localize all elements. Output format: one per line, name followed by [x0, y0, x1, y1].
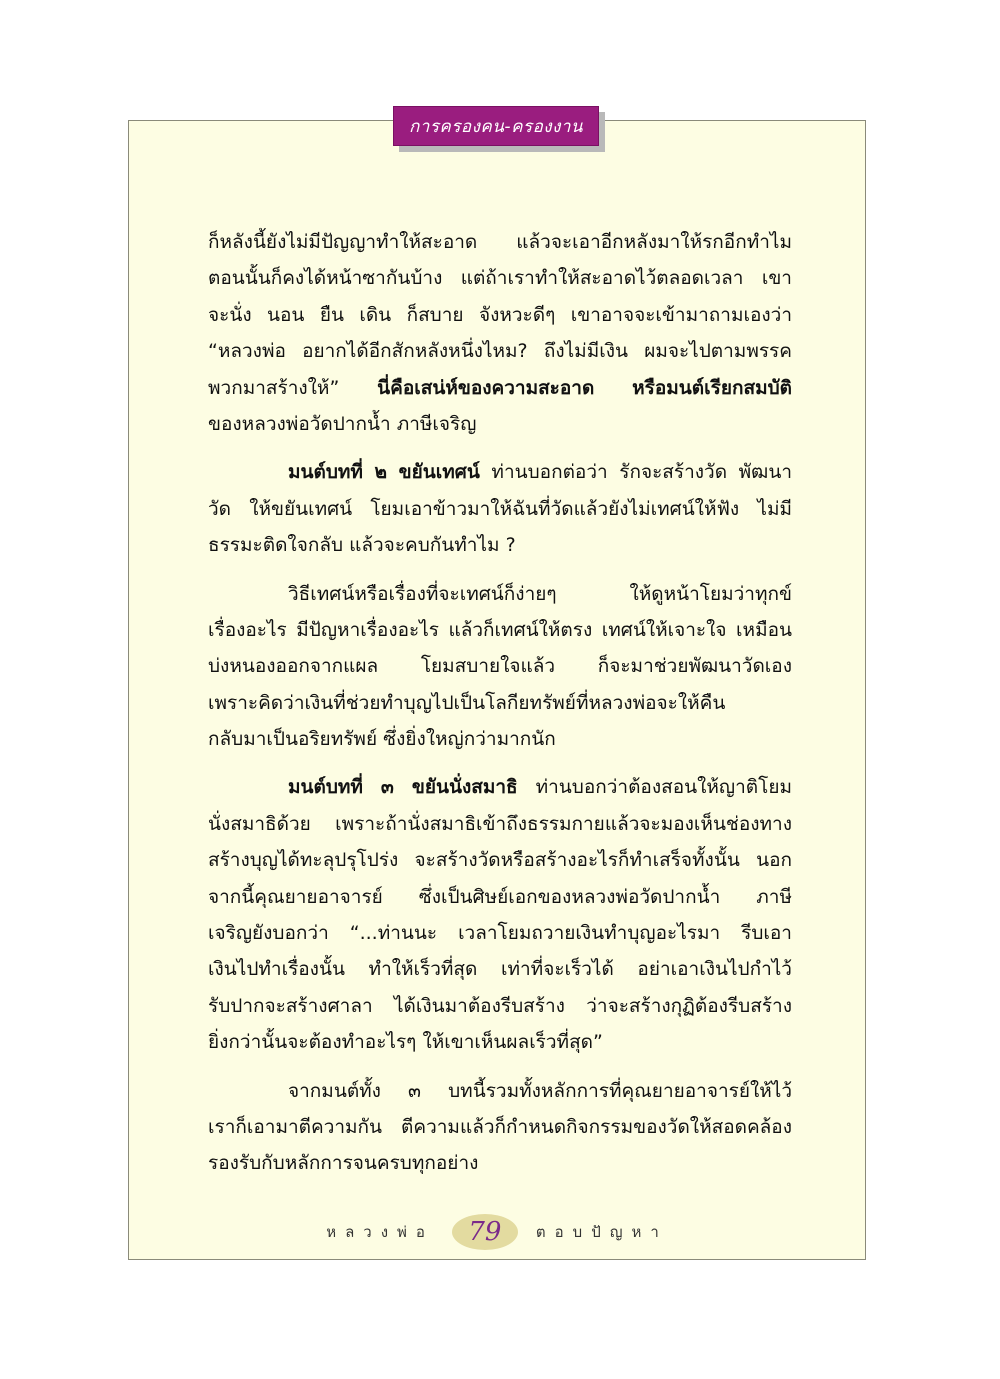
text-line	[208, 491, 792, 527]
text-line	[208, 576, 792, 612]
text-line	[208, 1145, 792, 1181]
word: ไม่มี	[757, 497, 792, 520]
text-line	[208, 685, 792, 721]
word: โยมเอาข้าวมาให้ฉันที่วัดแล้วยังไม่เทศน์ให้ฟัง	[370, 497, 740, 520]
word: วิธีเทศน์หรือเรื่องที่จะเทศน์ก็ง่ายๆ	[288, 582, 557, 605]
word: ให้ขยันเทศน์	[249, 497, 353, 520]
bold-text: ขยันนั่งสมาธิ	[411, 776, 518, 799]
word: ก็หลังนี้ยังไม่มีปัญญาทำให้สะอาด	[208, 231, 478, 253]
word: อยากได้อีกสักหลังหนึ่งไหม?	[302, 340, 528, 363]
word: ก็สบาย	[406, 303, 464, 326]
text-line	[208, 769, 792, 805]
text-line	[208, 648, 792, 684]
text-line	[208, 370, 792, 406]
word: ตอนนั้นก็คงได้หน้าซากันบ้าง	[208, 267, 443, 290]
text-line	[208, 612, 792, 648]
word: ยิ่งกว่านั้นจะต้องทำอะไรๆ	[208, 1031, 417, 1054]
text-line	[208, 1109, 792, 1145]
word: จากมนต์ทั้ง	[288, 1079, 381, 1102]
word: ภาษี	[756, 885, 792, 908]
section-header-tab: การครองคน-ครองงาน	[393, 106, 599, 146]
text-line	[208, 721, 792, 757]
word: เขาอาจจะเข้ามาถามเองว่า	[570, 303, 792, 326]
footer-book-title-right: ตอบปัญหา	[535, 1223, 668, 1241]
word: ๓	[408, 1079, 422, 1102]
paragraph-gap	[208, 442, 792, 454]
bold-text: มนต์บทที่	[288, 776, 363, 799]
word: แต่ถ้าเราทำให้สะอาดไว้ตลอดเวลา	[460, 267, 744, 290]
footer-book-title-left: หลวงพ่อ	[326, 1223, 434, 1241]
paragraph-gap	[208, 757, 792, 769]
word: อย่าเอาเงินไปกำไว้	[637, 958, 792, 981]
word: เวลาโยมถวายเงินทำบุญอะไรมา	[458, 922, 721, 945]
word: พวกมาสร้างให้”	[208, 376, 340, 399]
page-footer	[128, 1210, 866, 1254]
bold-text: ๒	[374, 461, 388, 484]
paragraph	[208, 576, 792, 758]
bold-text: มนต์บทที่	[288, 461, 363, 484]
text-line	[208, 260, 792, 296]
word: สร้างบุญได้ทะลุปรุโปร่ง	[208, 849, 399, 872]
word: เขา	[761, 267, 792, 290]
word: ถึงไม่มีเงิน	[543, 340, 628, 363]
text-line	[208, 333, 792, 369]
word: รับปากจะสร้างศาลา	[208, 994, 373, 1017]
word: บ่งหนองออกจากแผล	[208, 655, 379, 678]
word: นอน	[267, 303, 305, 326]
word: ท่านบอกต่อว่า	[491, 461, 608, 484]
paragraph	[208, 454, 792, 563]
word: ให้ดูหน้าโยมว่าทุกข์	[629, 582, 792, 605]
word: จะสร้างวัดหรือสร้างอะไรก็ทำเสร็จทั้งนั้น	[414, 849, 740, 872]
word: กลับมาเป็นอริยทรัพย์	[208, 728, 378, 751]
word: รีบเอา	[741, 922, 792, 945]
word: ว่าจะสร้างกุฏิต้องรีบสร้าง	[586, 994, 792, 1017]
text-line	[208, 527, 792, 563]
word: ทำให้เร็วที่สุด	[368, 958, 478, 981]
text-line	[208, 806, 792, 842]
text-line	[208, 988, 792, 1024]
word: ตีความแล้วก็กำหนดกิจกรรมของวัดให้สอดคล้อง	[401, 1115, 792, 1138]
paragraph	[208, 1073, 792, 1182]
word: มีปัญหาเรื่องอะไร	[296, 618, 439, 641]
word: รองรับกับหลักการจนครบทุกอย่าง	[208, 1152, 479, 1175]
text-line	[208, 406, 792, 442]
bold-text: ๓	[380, 776, 394, 799]
paragraph	[208, 224, 792, 442]
text-line	[208, 842, 792, 878]
bold-text: นี่คือเสน่ห์ของความสะอาด	[377, 376, 595, 399]
word: จังหวะดีๆ	[478, 303, 556, 326]
word: ก็จะมาช่วยพัฒนาวัดเอง	[597, 655, 792, 678]
text-line	[208, 224, 792, 260]
word: ซึ่งยิ่งใหญ่กว่ามากนัก	[383, 728, 556, 751]
word: ซึ่งเป็นศิษย์เอกของหลวงพ่อวัดปากน้ำ	[418, 885, 721, 908]
word: พัฒนา	[738, 461, 792, 484]
word: นั่งสมาธิด้วย	[208, 812, 311, 835]
bold-text: ขยันเทศน์	[398, 461, 480, 484]
text-line	[208, 297, 792, 333]
paragraph-gap	[208, 1061, 792, 1073]
word: แล้วก็เทศน์ให้ตรง	[448, 618, 593, 641]
word: ธรรมะติดใจกลับ	[208, 534, 344, 557]
word: รักจะสร้างวัด	[619, 461, 728, 484]
text-line	[208, 1024, 792, 1060]
word: แล้วจะคบกันทำไม	[349, 534, 500, 557]
word: บทนี้รวมทั้งหลักการที่คุณยายอาจารย์ให้ไว้	[448, 1079, 792, 1102]
word: เพราะคิดว่าเงินที่ช่วยทำบุญไปเป็นโลกียทรัพย์ที่หลวงพ่อจะให้คืน	[208, 691, 726, 714]
word: โยมสบายใจแล้ว	[420, 655, 556, 678]
body-text	[208, 224, 792, 1182]
paragraph-gap	[208, 564, 792, 576]
word: จะนั่ง	[208, 303, 252, 326]
text-line	[208, 951, 792, 987]
word: นอก	[756, 849, 792, 872]
word: เดิน	[359, 303, 392, 326]
word: ได้เงินมาต้องรีบสร้าง	[394, 994, 565, 1017]
text-line	[208, 879, 792, 915]
word: เพราะถ้านั่งสมาธิเข้าถึงธรรมกายแล้วจะมองเห็นช่องทาง	[335, 812, 792, 835]
word: “...ท่านนะ	[349, 922, 438, 945]
word: เจริญยังบอกว่า	[208, 922, 329, 945]
word: “หลวงพ่อ	[208, 340, 286, 363]
bold-text: หรือมนต์เรียกสมบัติ	[632, 376, 792, 399]
word: ให้เขาเห็นผลเร็วที่สุด”	[422, 1031, 603, 1054]
word: เงินไปทำเรื่องนั้น	[208, 958, 345, 981]
text-line	[208, 454, 792, 490]
word: เท่าที่จะเร็วได้	[500, 958, 614, 981]
word: ท่านบอกว่าต้องสอนให้ญาติโยม	[535, 776, 792, 799]
text-line	[208, 915, 792, 951]
word: ยืน	[319, 303, 344, 326]
word: ?	[505, 534, 516, 557]
page-number: 79	[452, 1214, 518, 1250]
word: ผมจะไปตามพรรค	[644, 340, 792, 363]
word: เราก็เอามาตีความกัน	[208, 1115, 383, 1138]
word: แล้วจะเอาอีกหลังมาให้รกอีกทำไม	[516, 231, 792, 253]
text-line	[208, 1073, 792, 1109]
word: วัด	[208, 497, 232, 520]
word: ของหลวงพ่อวัดปากน้ำ	[208, 412, 391, 435]
word: ภาษีเจริญ	[396, 412, 477, 435]
word: เรื่องอะไร	[208, 618, 287, 641]
word: จากนี้คุณยายอาจารย์	[208, 885, 383, 908]
word: เทศน์ให้เจาะใจ	[601, 618, 727, 641]
word: เหมือน	[736, 618, 792, 641]
paragraph	[208, 769, 792, 1060]
